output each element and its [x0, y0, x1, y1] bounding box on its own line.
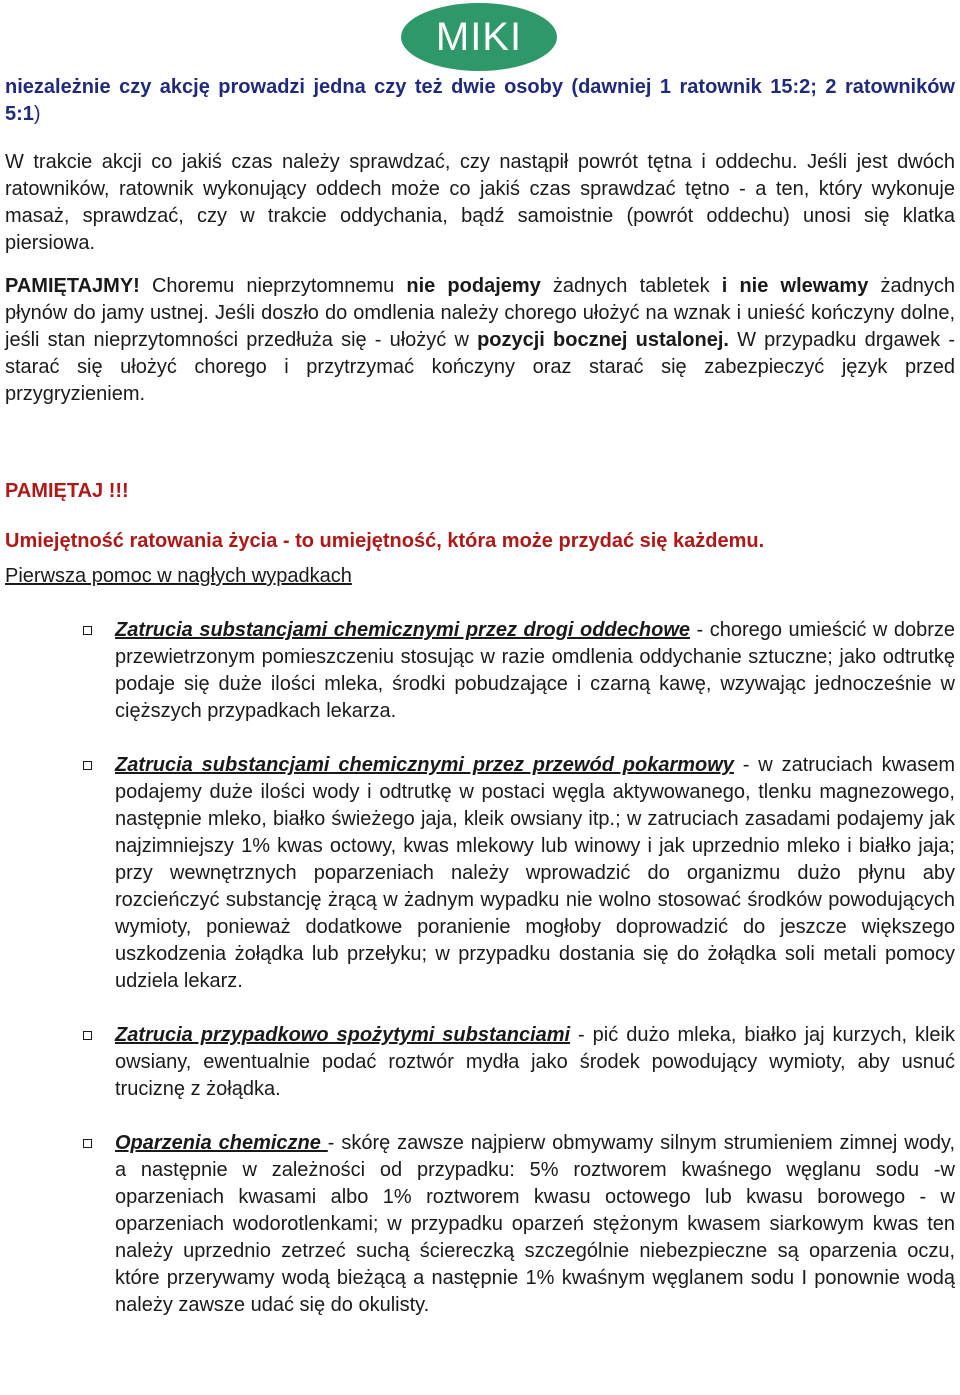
intro-bold: niezależnie czy akcję prowadzi jedna czy też dwie osoby (dawniej 1 ratownik 15:2; 2 ratowników 5:1	[5, 76, 955, 125]
list-item-body: - chorego umieścić w dobrze przewietrzonym pomieszczeniu stosując w razie omdlenia oddychanie sztuczne; jako odtrutkę podaje się duże ilości mleka, środki pobudzające i czarną kawę, wzywając jednocześnie w cięższych przypadkach lekarza.	[115, 619, 955, 722]
checkbox-bullet-icon	[83, 761, 92, 770]
list-item-body: - pić dużo mleka, białko jaj kurzych, kleik owsiany, ewentualnie podać roztwór mydła jako środek powodujący wymioty, aby usnuć truciznę z żołądka.	[115, 1024, 955, 1100]
section-title: Pierwsza pomoc w nagłych wypadkach	[5, 565, 352, 587]
list-item-heading: Oparzenia chemiczne	[115, 1132, 328, 1154]
intro-end: )	[33, 103, 41, 125]
remember-bold-3: pozycji bocznej ustalonej.	[477, 329, 729, 351]
list-item-text	[115, 1022, 955, 1103]
remember-text-4: W przypadku drgawek - starać się ułożyć chorego i przytrzymać kończyny oraz starać się zabezpieczyć język przed przygryzieniem.	[5, 329, 955, 405]
remember-text-1: Choremu nieprzytomnemu	[139, 275, 407, 297]
list-item	[5, 617, 955, 725]
remember-bold-1: nie podajemy	[406, 275, 541, 297]
checkbox-bullet-icon	[83, 626, 92, 635]
pamietaj-heading: PAMIĘTAJ !!!	[5, 480, 129, 502]
checkbox-bullet-icon	[83, 1031, 92, 1040]
checkbox-bullet-icon	[83, 1139, 92, 1148]
list-item	[5, 1130, 955, 1319]
document-body	[5, 70, 955, 1319]
slogan: Umiejętność ratowania życia - to umiejętność, która może przydać się każdemu.	[5, 530, 765, 552]
remember-text-2: żadnych tabletek	[540, 275, 722, 297]
list-item-body: - skórę zawsze najpierw obmywamy silnym strumieniem zimnej wody, a następnie w zależności od przypadku: 5% roztworem kwaśnego węglanu sodu -w oparzeniach kwasami albo 1% roztworem kwasu octowego lub kwasu borowego - w oparzeniach wodorotlenkami; w przypadku oparzeń stężonym kwasem siarkowym kwas ten należy uprzednio zetrzeć suchą ściereczką szczególnie niebezpieczne są oparzenia oczu, które przerywamy wodą bieżącą a następnie 1% kwaśnym węglanem sodu I ponownie wodą należy zawsze udać się do okulisty.	[115, 1132, 956, 1316]
logo-text: MIKI	[435, 14, 523, 59]
list-item	[5, 752, 955, 995]
list-item-body: - w zatruciach kwasem podajemy duże ilości wody i odtrutkę w postaci węgla aktywowanego, tlenku magnezowego, następnie mleko, białko świeżego jaja, kleik owsiany itp.; w zatruciach zasadami podajemy jak najzimniejszy 1% kwas octowy, kwas mlekowy lub winowy i jak uprzednio mleko i białko jaja; przy wewnętrznych poparzeniach należy wprowadzić do organizmu dużo płynu aby rozcieńczyć substancję żrącą w żadnym wypadku nie wolno stosować środków powodujących wymioty, ponieważ dodatkowe poranienie mogłoby doprowadzić do jeszcze większego uszkodzenia żołądka lub przełyku; w przypadku dostania się do żołądka soli metali pomocy udziela lekarz.	[115, 754, 955, 992]
list-item-heading: Zatrucia substancjami chemicznymi przez drogi oddechowe	[115, 619, 691, 641]
list-item	[5, 1022, 955, 1103]
remember-paragraph	[5, 273, 955, 408]
remember-text-3: żadnych płynów do jamy ustnej. Jeśli doszło do omdlenia należy chorego ułożyć na wznak i unieść kończyny dolne, jeśli stan nieprzytomności przedłuża się - ułożyć w	[5, 275, 955, 351]
list-item-text	[115, 617, 955, 725]
list-item-text	[115, 1130, 955, 1319]
miki-logo	[401, 3, 557, 71]
pulse-check-paragraph: W trakcie akcji co jakiś czas należy sprawdzać, czy nastąpił powrót tętna i oddechu. Jeśli jest dwóch ratowników, ratownik wykonujący oddech może co jakiś czas sprawdzać tętno - a ten, który wykonuje masaż, sprawdzać, czy w trakcie oddychania, bądź samoistnie (powrót oddechu) unosi się klatka piersiowa.	[5, 151, 955, 254]
list-item-text	[115, 752, 955, 995]
list-item-heading: Zatrucia substancjami chemicznymi przez przewód pokarmowy	[115, 754, 734, 776]
intro-paragraph	[5, 74, 955, 128]
remember-label: PAMIĘTAJMY!	[5, 275, 140, 297]
list-item-heading: Zatrucia przypadkowo spożytymi substanciami	[115, 1024, 571, 1046]
remember-bold-2: i nie wlewamy	[721, 275, 869, 297]
